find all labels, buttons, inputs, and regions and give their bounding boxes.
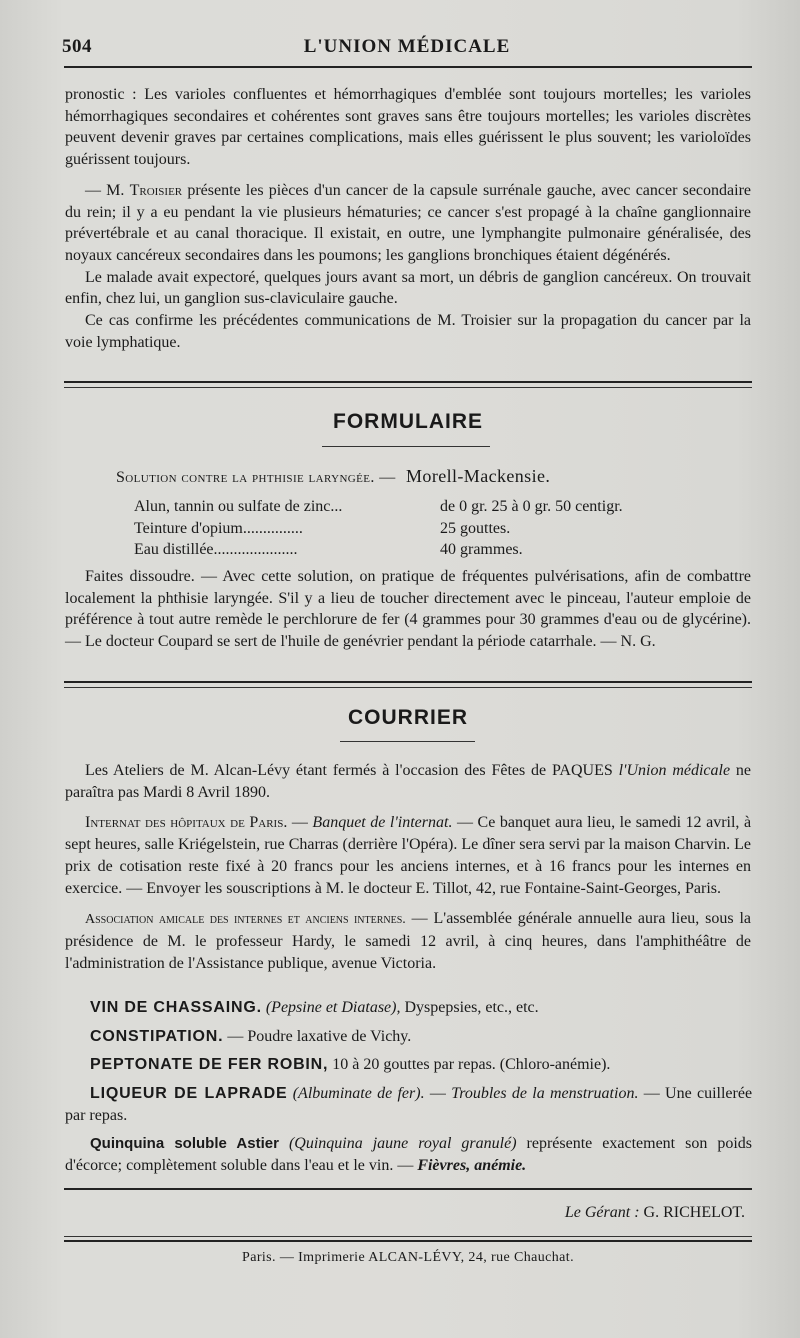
section-rule-top bbox=[64, 681, 752, 683]
ad-text: — Poudre laxative de Vichy. bbox=[227, 1028, 412, 1045]
ingredient-qty: 40 grammes. bbox=[440, 541, 523, 558]
intro-section bbox=[65, 84, 751, 353]
gerant-label: Le Gérant : bbox=[564, 1204, 640, 1221]
formulaire-body bbox=[65, 566, 751, 653]
association-heading: Association amicale des internes et anciens internes. bbox=[85, 912, 406, 928]
internat-heading: Internat des hôpitaux de Paris. bbox=[85, 814, 288, 832]
ad-subtitle: (Albuminate de fer). bbox=[292, 1085, 425, 1102]
internat-paragraph bbox=[65, 812, 751, 899]
ingredient-name: Eau distillée..................... bbox=[134, 541, 298, 558]
author-name: Troisier bbox=[129, 181, 183, 199]
recipe-title bbox=[116, 466, 756, 487]
internat-text: — Ce banquet aura lieu, le samedi 12 avril, à sept heures, salle Kriégelstein, rue Charras (derrière l'Opéra). Le dîner sera servi par la maison Charvin. Le prix de cotisation reste fixé à 20 francs pour les anciens internes, et à 16 francs pour les internes en exercice. — Envoyer les souscriptions à M. le docteur E. Tillot, 42, rue Fontaine-Saint-Georges, Paris. bbox=[65, 814, 752, 897]
ingredient-row bbox=[134, 518, 694, 540]
ingredient-name: Teinture d'opium............... bbox=[134, 519, 303, 537]
printer-rule-bottom bbox=[64, 1240, 752, 1242]
courrier-title: COURRIER bbox=[347, 706, 468, 729]
formulaire-text: Faites dissoudre. — Avec cette solution, on pratique de fréquentes pulvérisations, afin de combattre localement la phthisie laryngée. S'il y a lieu de toucher directement avec le pinceau, l'auteur emploie de préférence à tout autre remède le perchlorure de fer (4 grammes pour 30 grammes d'eau ou de glycérine). — Le docteur Coupard se sert de l'huile de genévrier pendant la période catarrhale. — N. G. bbox=[65, 568, 751, 651]
ad-text: 10 à 20 gouttes par repas. (Chloro-anémie). bbox=[332, 1056, 611, 1073]
ad-text: Dyspepsies, etc., etc. bbox=[404, 999, 539, 1016]
ingredient-row bbox=[134, 539, 694, 561]
formulaire-title: FORMULAIRE bbox=[333, 410, 483, 433]
ad-text: — Une cuillerée par repas. bbox=[65, 1085, 753, 1124]
ad-peptonate bbox=[90, 1054, 752, 1076]
ingredient-qty: de 0 gr. 25 à 0 gr. 50 centigr. bbox=[440, 498, 623, 515]
footer-rule bbox=[64, 1188, 752, 1190]
prognosis-paragraph: pronostic : Les varioles confluentes et hémorrhagiques d'emblée sont toujours mortelles; les varioles hémorrhagiques secondaires et cohérentes sont graves sans être toujours mortelles; les varioles discrètes peuvent devenir graves par certaines complications, mais elles guérissent le plus souvent; les varioloïdes guérissent toujours. bbox=[65, 86, 751, 169]
malade-paragraph: Le malade avait expectoré, quelques jours avant sa mort, un débris de ganglion cancéreux. On trouvait enfin, chez lui, un ganglion sus-claviculaire gauche. bbox=[65, 268, 751, 308]
recipe-dash: — bbox=[379, 469, 396, 486]
header-rule bbox=[64, 66, 752, 68]
recipe-author: Morell-Mackensie. bbox=[406, 466, 551, 486]
ad-text: représente exactement son poids d'écorce; complètement soluble dans l'eau et le vin. — bbox=[65, 1135, 753, 1174]
ad-dash: — bbox=[429, 1085, 446, 1102]
dash-lead: — M. bbox=[85, 181, 125, 199]
ad-quinquina bbox=[65, 1133, 752, 1176]
ateliers-text-end: ne paraîtra pas Mardi 8 Avril 1890. bbox=[65, 762, 752, 801]
troisier-text: présente les pièces d'un cancer de la capsule surrénale gauche, avec cancer secondaire du rein; il y a eu pendant la vie plusieurs hématuries; ce cancer s'est propagé à la chaîne ganglionnaire prévertébrale et au canal thoracique. Il existait, en outre, une lymphangite pulmonaire généralisée, des noyaux cancéreux secondaires dans les poumons; les ganglions bronchiques étaient dégénérés. bbox=[65, 181, 752, 264]
gerant-signature bbox=[565, 1204, 745, 1222]
association-text: — L'assemblée générale annuelle aura lieu, sous la présidence de M. le professeur Hardy, le samedi 12 avril, à cinq heures, dans l'amphithéâtre de l'administration de l'Assistance publique, avenue Victoria. bbox=[65, 910, 752, 972]
banquet-heading: Banquet de l'internat. bbox=[312, 814, 453, 832]
section-rule-bottom bbox=[64, 387, 752, 388]
ad-brand: LIQUEUR DE LAPRADE bbox=[90, 1085, 288, 1102]
printer-rule-top bbox=[64, 1236, 752, 1237]
ad-indication: Fièvres, anémie. bbox=[417, 1156, 527, 1174]
section-rule-top bbox=[64, 381, 752, 383]
ad-vin-chassaing bbox=[90, 997, 752, 1019]
ad-brand: CONSTIPATION. bbox=[90, 1028, 224, 1045]
conclusion-paragraph: Ce cas confirme les précédentes communications de M. Troisier sur la propagation du cancer par la voie lymphatique. bbox=[65, 312, 751, 351]
ad-subtitle: (Pepsine et Diatase), bbox=[265, 999, 401, 1016]
page-header bbox=[62, 30, 752, 60]
ateliers-text: Les Ateliers de M. Alcan-Lévy étant fermés à l'occasion des Fêtes de PAQUES bbox=[85, 762, 613, 779]
formulaire-title-underline bbox=[322, 446, 490, 447]
ad-brand: PEPTONATE DE FER ROBIN, bbox=[90, 1056, 329, 1073]
ingredient-qty: 25 gouttes. bbox=[440, 519, 511, 537]
journal-name: l'Union médicale bbox=[618, 762, 731, 779]
gerant-name: G. RICHELOT. bbox=[643, 1204, 745, 1221]
courrier-section bbox=[65, 760, 751, 974]
ad-liqueur-laprade bbox=[65, 1083, 752, 1126]
ingredient-row bbox=[134, 496, 694, 518]
ateliers-paragraph bbox=[65, 760, 751, 803]
association-paragraph bbox=[65, 908, 751, 974]
ad-brand: VIN DE CHASSAING. bbox=[90, 999, 262, 1016]
ad-indication: Troubles de la menstruation. bbox=[451, 1085, 639, 1102]
recipe-name: Solution contre la phthisie laryngée. bbox=[116, 469, 375, 486]
ingredient-list bbox=[134, 496, 694, 561]
running-head: L'UNION MÉDICALE bbox=[303, 36, 511, 57]
troisier-paragraph bbox=[65, 180, 751, 267]
internat-dash: — bbox=[291, 814, 308, 832]
ad-subtitle: (Quinquina jaune royal granulé) bbox=[288, 1135, 517, 1152]
ad-brand: Quinquina soluble Astier bbox=[90, 1135, 279, 1152]
ingredient-name: Alun, tannin ou sulfate de zinc... bbox=[134, 498, 343, 515]
courrier-title-underline bbox=[340, 741, 475, 742]
page-number: 504 bbox=[62, 36, 92, 57]
section-rule-bottom bbox=[64, 687, 752, 688]
ad-constipation bbox=[90, 1026, 752, 1048]
printer-imprint: Paris. — Imprimerie ALCAN-LÉVY, 24, rue Chauchat. bbox=[242, 1250, 574, 1265]
